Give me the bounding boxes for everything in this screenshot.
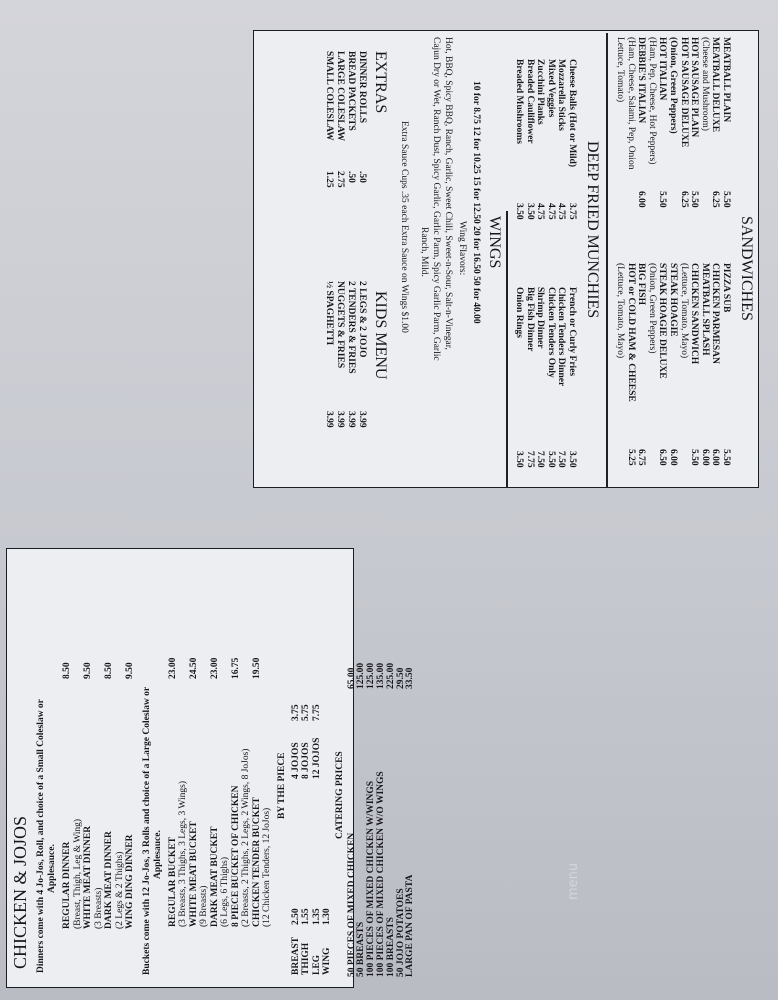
piece-price: 1.35 — [311, 908, 322, 925]
jojo-name: 8 JOJOS — [301, 742, 311, 779]
dinner-name: REGULAR DINNER — [62, 841, 72, 929]
sandwich-price: 6.00 — [710, 449, 721, 466]
sandwich-item: BIG FISH — [636, 263, 647, 305]
kids-item: NUGGETS & FRIES — [335, 281, 345, 369]
catering-price: 33.50 — [405, 667, 416, 689]
chicken-title: CHICKEN & JOJOS — [10, 815, 30, 969]
sandwich-price: 5.50 — [721, 191, 731, 208]
watermark: menu — [566, 862, 581, 900]
munchie-price: 4.75 — [535, 203, 546, 220]
extras-price: .50 — [357, 171, 367, 183]
bucket-name: REGULAR BUCKET — [167, 837, 178, 927]
dinners-note: Dinners come with 4 Jo-Jos, Roll, and choice of a Small Coleslaw or — [36, 699, 46, 973]
kids-item: 2 LEGS & 2 JOJO — [357, 281, 367, 358]
wing-flavors-label: Wing Flavors: — [457, 221, 467, 276]
jojo-price: 3.75 — [290, 704, 301, 721]
bucket-desc: (2 Breasts, 2 Thighs, 2 Legs, 2 Wings, 8 JoJos) — [241, 748, 251, 927]
bucket-name: DARK MEAT BUCKET — [209, 826, 220, 927]
piece-name: THIGH — [301, 942, 311, 975]
sandwich-item: (Ham, Pep, Cheese, Hot Peppers) — [646, 37, 657, 165]
sandwich-item: HOT or COLD HAM & CHEESE — [625, 263, 636, 402]
munchie-item: Cheese Balls (Hot or Mild) — [567, 59, 577, 168]
dinner-name: WING DING DINNER — [125, 834, 135, 929]
dinner-desc: (Breast, Thigh, Leg & Wing) — [72, 818, 83, 929]
sandwich-item: (Onion, Green Peppers) — [646, 263, 657, 354]
munchie-item: Zucchini Planks — [535, 59, 546, 125]
kids-price: 3.99 — [346, 411, 356, 428]
sandwich-item: CHICKEN SANDWICH — [689, 263, 700, 365]
munchie-price: 3.50 — [514, 203, 524, 220]
munchie-price: 3.50 — [524, 203, 535, 220]
chicken-jojos-panel — [6, 548, 416, 988]
munchie-price: 5.50 — [545, 451, 556, 468]
sandwich-price: 6.00 — [699, 449, 710, 466]
dinners-note-2: Applesauce. — [47, 844, 57, 893]
sandwich-item: DEBBIE'S ITALIAN — [636, 37, 647, 124]
catering-price: 65.00 — [346, 667, 357, 689]
piece-name: BREAST — [290, 936, 301, 975]
catering-item: 100 PIECES OF MIXED CHICKEN W/WINGS — [366, 780, 377, 977]
sandwich-price: 6.75 — [636, 449, 647, 466]
dinner-price: 8.50 — [62, 662, 72, 679]
dinner-name: WHITE MEAT DINNER — [83, 825, 93, 929]
sandwich-price: 5.50 — [689, 191, 700, 208]
wings-title: WINGS — [486, 216, 503, 269]
catering-item: 100 PIECES OF MIXED CHICKEN W/O WINGS — [375, 771, 386, 977]
jojo-name: 12 JOJOS — [311, 737, 322, 779]
extras-item: SMALL COLESLAW — [324, 51, 334, 141]
munchie-item: Breaded Mushrooms — [514, 59, 524, 144]
sandwiches-panel — [253, 30, 759, 488]
munchie-price: 3.75 — [567, 203, 577, 220]
dinner-desc: (3 Breasts) — [93, 887, 104, 929]
catering-item: 100 BREASTS — [385, 917, 396, 977]
divider-sandwiches — [607, 33, 609, 487]
munchie-item: Mixed Veggies — [545, 59, 556, 118]
catering-price: 135.00 — [375, 662, 386, 689]
extras-item: BREAD PACKETS — [346, 51, 356, 131]
extras-item: LARGE COLESLAW — [335, 51, 345, 142]
buckets-note-2: Applesauce. — [152, 830, 163, 879]
bucket-name: 8 PIECE BUCKET OF CHICKEN — [230, 785, 241, 927]
munchie-item: French or Curly Fries — [567, 287, 577, 377]
munchie-item: Mozzarella Sticks — [556, 59, 567, 131]
sandwich-item: (Lettuce, Tomato, Mayo) — [678, 263, 689, 359]
kids-item: 2 TENDERS & FRIES — [346, 281, 356, 374]
sandwich-item: MEATBALL PLAIN — [721, 37, 731, 123]
sandwich-item: MEATBALL DELUXE — [710, 37, 721, 133]
sandwich-price: 5.50 — [689, 449, 700, 466]
dinner-price: 8.50 — [104, 662, 114, 679]
munchie-item: Shrimp Dinner — [535, 287, 546, 349]
sandwich-item: CHICKEN PARMESAN — [710, 263, 721, 364]
sandwich-item: PIZZA SUB — [721, 263, 731, 313]
sandwich-item: STEAK HOAGIE DELUXE — [657, 263, 668, 379]
piece-name: WING — [322, 947, 332, 975]
kids-price: 3.99 — [357, 411, 367, 428]
bucket-price: 19.50 — [251, 657, 262, 679]
munchie-price: 7.50 — [556, 451, 567, 468]
sandwich-item: Lettuce, Tomato) — [615, 37, 625, 103]
bucket-desc: (6 Legs, 6 Thighs) — [220, 856, 230, 927]
catering-price: 125.00 — [366, 662, 377, 689]
kids-price: 3.99 — [324, 411, 334, 428]
munchie-price: 3.50 — [514, 451, 524, 468]
by-the-piece-title: BY THE PIECE — [276, 752, 287, 819]
dinner-desc: (2 Legs & 2 Thighs) — [114, 851, 125, 929]
bucket-price: 24.50 — [188, 657, 199, 679]
extras-item: DINNER ROLLS — [357, 51, 367, 124]
bucket-price: 16.75 — [230, 657, 241, 679]
bucket-name: CHICKEN TENDER BUCKET — [251, 797, 262, 927]
extra-sauce-note: Extra Sauce Cups .35 each Extra Sauce on Wings $1.00 — [399, 121, 409, 333]
jojo-price: 7.75 — [311, 704, 322, 721]
sandwich-price: 6.25 — [678, 191, 689, 208]
bucket-desc: (3 Breasts, 3 Thighs, 3 Legs, 3 Wings) — [178, 781, 188, 927]
sandwich-item: HOT SAUSAGE PLAIN — [689, 37, 700, 138]
munchie-item: Chicken Tenders Dinner — [556, 287, 567, 387]
sandwich-item: (Cheese and Mushroom) — [699, 37, 710, 131]
wing-flavors-3: Ranch, Mild. — [419, 227, 429, 277]
kids-item: ½ SPAGHETTI — [324, 281, 334, 346]
buckets-note: Buckets come with 12 Jo-Jos, 3 Rolls and choice of a Large Coleslaw or — [141, 686, 152, 975]
extras-price: .50 — [346, 171, 356, 183]
piece-price: 1.55 — [301, 908, 311, 925]
dinner-name: DARK MEAT DINNER — [104, 831, 114, 929]
sandwiches-title: SANDWICHES — [738, 216, 755, 321]
sandwich-price: 5.50 — [657, 191, 668, 208]
sandwich-price: 5.25 — [625, 449, 636, 466]
sandwich-price: 6.00 — [636, 191, 647, 208]
munchie-item: Breaded Cauliflower — [524, 59, 535, 144]
sandwich-item: (Lettuce, Tomato, Mayo) — [615, 263, 625, 359]
bucket-price: 23.00 — [167, 657, 178, 679]
divider-munchies — [507, 211, 509, 487]
catering-item: 50 PIECES OF MIXED CHICKEN — [346, 832, 357, 977]
munchie-price: 7.50 — [535, 451, 546, 468]
catering-price: 29.50 — [395, 667, 406, 689]
munchie-price: 7.75 — [524, 451, 535, 468]
catering-price: 125.00 — [356, 662, 367, 689]
sandwich-price: 6.00 — [668, 449, 678, 466]
sandwich-item: HOT SAUSAGE DELUXE — [678, 37, 689, 148]
sandwich-item: (Onion, Green Peppers) — [668, 37, 678, 134]
kids-title: KIDS MENU — [372, 291, 389, 380]
jojo-name: 4 JOJOS — [290, 742, 301, 779]
catering-item: 50 JOJO POTATOES — [395, 888, 406, 977]
catering-item: LARGE PAN OF PASTA — [405, 874, 416, 977]
catering-item: 50 BREASTS — [356, 921, 367, 977]
munchie-item: Chicken Tenders Only — [545, 287, 556, 378]
bucket-name: WHITE MEAT BUCKET — [188, 821, 199, 927]
extras-title: EXTRAS — [372, 51, 389, 114]
piece-price: 2.50 — [290, 908, 301, 925]
dinner-price: 9.50 — [83, 662, 93, 679]
catering-title: CATERING PRICES — [334, 751, 345, 839]
munchies-title: DEEP FRIED MUNCHIES — [584, 141, 601, 319]
bucket-desc: (9 Breasts) — [199, 885, 209, 927]
piece-price: 1.30 — [322, 908, 332, 925]
extras-price: 2.75 — [335, 171, 345, 188]
catering-price: 225.00 — [385, 662, 396, 689]
bucket-price: 23.00 — [209, 657, 220, 679]
munchie-price: 4.75 — [545, 203, 556, 220]
dinner-price: 9.50 — [125, 662, 135, 679]
munchie-item: Big Fish Dinner — [524, 287, 535, 352]
wing-flavors-2: Cajun Dry or Wet, Ranch Dust, Spicy Garlic, Garlic Parm, Spicy Garlic Parm, Garlic — [431, 37, 441, 361]
sandwich-item: MEATBALL SPLASH — [699, 263, 710, 356]
sandwich-item: (Ham, Cheese, Salami, Pep, Onion — [625, 37, 636, 170]
kids-price: 3.99 — [335, 411, 345, 428]
sandwich-item: HOT ITALIAN — [657, 37, 668, 101]
sandwich-price: 6.50 — [657, 449, 668, 466]
jojo-price: 5.75 — [301, 704, 311, 721]
wing-flavors-1: Hot, BBQ, Spicy BBQ, Ranch, Garlic, Sweet Chili, Sweet-n-Sour, Salt-n-Vinegar, — [443, 37, 453, 350]
piece-name: LEG — [311, 954, 322, 975]
sandwich-item: STEAK HOAGIE — [668, 263, 678, 337]
bucket-desc: (12 Chicken Tenders, 12 JoJos) — [262, 807, 272, 927]
munchie-price: 4.75 — [556, 203, 567, 220]
sandwich-price: 6.25 — [710, 191, 721, 208]
wings-pricing: 10 for 8.75 12 for 10.25 15 for 12.50 20 for 16.50 50 for 40.00 — [471, 81, 481, 324]
extras-price: 1.25 — [324, 171, 334, 188]
sandwich-price: 5.50 — [721, 449, 731, 466]
munchie-price: 3.50 — [567, 451, 577, 468]
munchie-item: Onion Rings — [514, 287, 524, 338]
